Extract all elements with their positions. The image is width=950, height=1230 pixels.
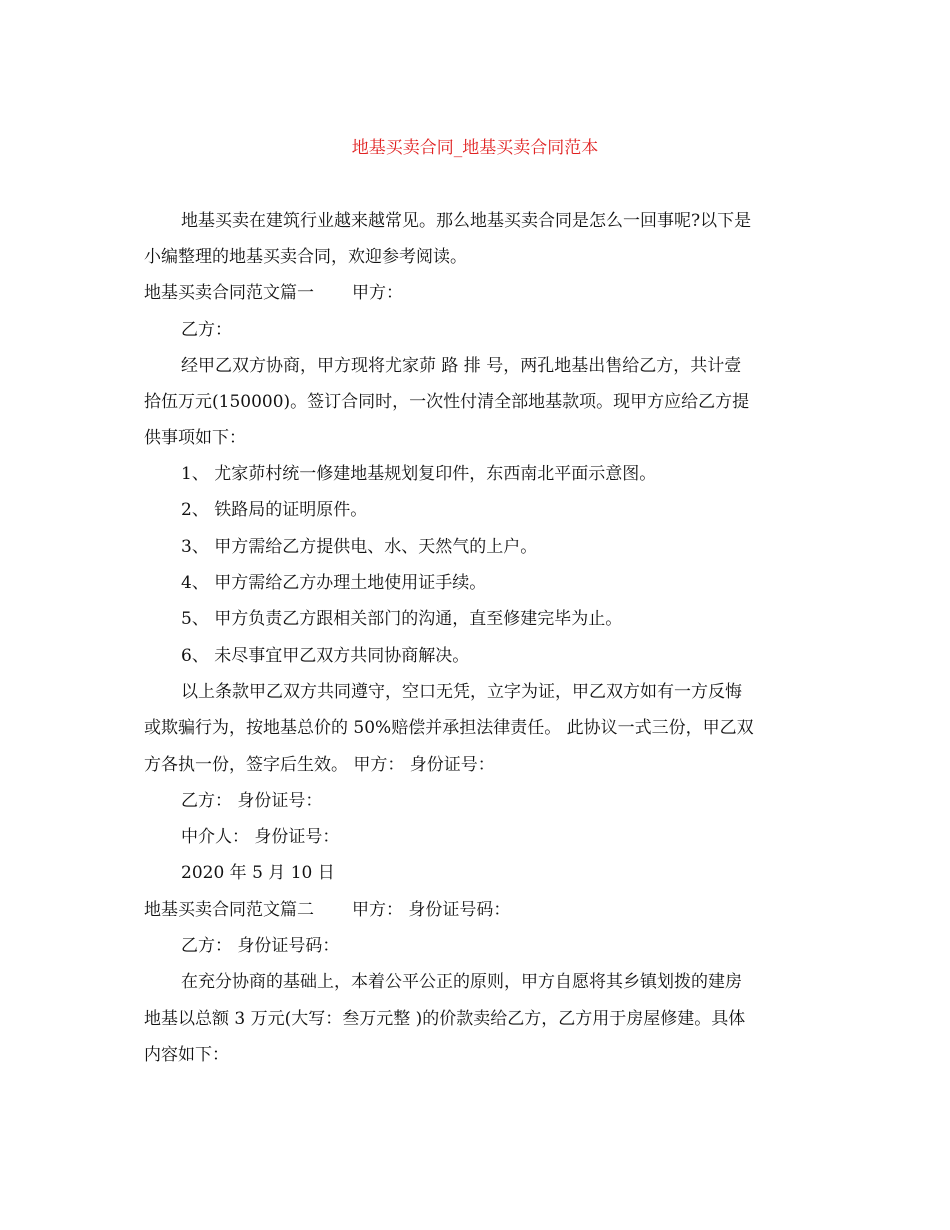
section1-para2-line-2: 或欺骗行为，按地基总价的 50%赔偿并承担法律责任。 此协议一式三份，甲乙双 [144, 718, 754, 738]
section2-party-b: 乙方： 身份证号码： [181, 936, 340, 956]
section1-item-5: 5、 甲方负责乙方跟相关部门的沟通，直至修建完毕为止。 [181, 609, 623, 629]
section2-para1-line-1: 在充分协商的基础上，本着公平公正的原则，甲方自愿将其乡镇划拨的建房 [181, 972, 742, 992]
section1-para1-line-3: 供事项如下： [144, 428, 246, 448]
document-title: 地基买卖合同_地基买卖合同范本 [351, 138, 599, 158]
section2-header-row [144, 898, 510, 922]
section1-sign-agent: 中介人： 身份证号： [181, 827, 340, 847]
section2-para1-line-3: 内容如下： [144, 1045, 229, 1065]
section1-item-3: 3、 甲方需给乙方提供电、水、天然气的上户。 [181, 537, 538, 557]
section2-heading: 地基买卖合同范文篇二 [144, 900, 314, 920]
section1-date: 2020 年 5 月 10 日 [181, 863, 335, 883]
section1-para1-line-1: 经甲乙双方协商，甲方现将尤家茆 路 排 号，两孔地基出售给乙方，共计壹 [181, 356, 742, 376]
section2-para1-line-2: 地基以总额 3 万元(大写：叁万元整 )的价款卖给乙方，乙方用于房屋修建。具体 [144, 1009, 746, 1029]
section1-item-4: 4、 甲方需给乙方办理土地使用证手续。 [181, 573, 487, 593]
section1-para2-line-1: 以上条款甲乙双方共同遵守，空口无凭，立字为证，甲乙双方如有一方反悔 [181, 682, 742, 702]
intro-line-1: 地基买卖在建筑行业越来越常见。那么地基买卖合同是怎么一回事呢?以下是 [181, 211, 752, 231]
section2-party-a: 甲方： 身份证号码： [352, 900, 511, 920]
section1-item-1: 1、 尤家茆村统一修建地基规划复印件，东西南北平面示意图。 [181, 464, 657, 484]
section1-sign-b: 乙方： 身份证号： [181, 791, 323, 811]
section1-para1-line-2: 拾伍万元(150000)。签订合同时，一次性付清全部地基款项。现甲方应给乙方提 [144, 392, 750, 412]
section1-item-6: 6、 未尽事宜甲乙双方共同协商解决。 [181, 646, 470, 666]
section1-party-a: 甲方： [352, 283, 403, 303]
section1-para2-line-3: 方各执一份，签字后生效。 甲方： 身份证号： [144, 755, 495, 775]
section1-party-b: 乙方： [181, 320, 232, 340]
intro-line-2: 小编整理的地基买卖合同，欢迎参考阅读。 [144, 247, 467, 267]
section1-heading: 地基买卖合同范文篇一 [144, 283, 314, 303]
section1-item-2: 2、 铁路局的证明原件。 [181, 500, 368, 520]
section1-header-row [144, 281, 403, 305]
